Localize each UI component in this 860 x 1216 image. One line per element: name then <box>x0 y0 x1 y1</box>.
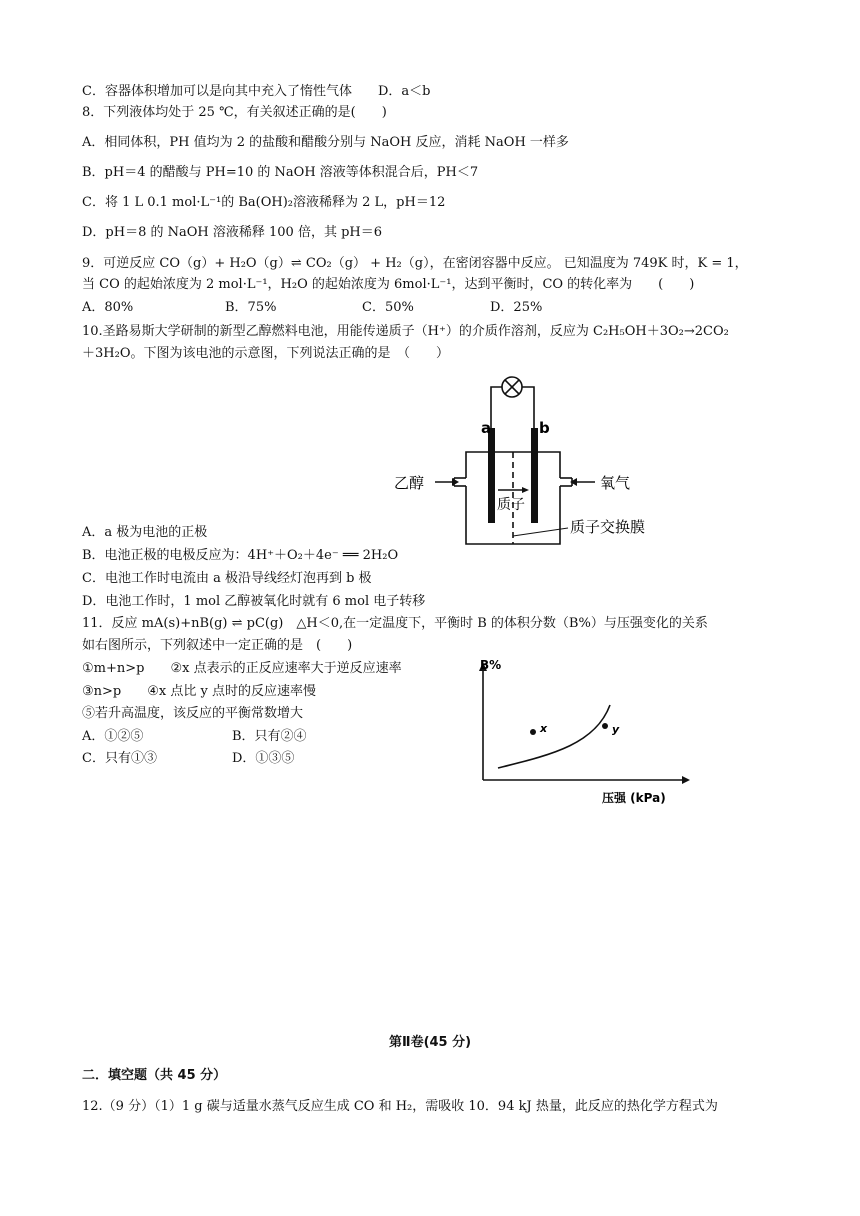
q9-option-d: D．25% <box>490 300 543 315</box>
electrode-b-label: b <box>539 419 550 437</box>
q11-option-a: A．①②⑤ <box>82 729 144 744</box>
q11-option-c: C．只有①③ <box>82 751 157 766</box>
line-q7c: C．容器体积增加可以是向其中充入了惰性气体 D．a＜b <box>82 84 431 99</box>
line-q10: 10.圣路易斯大学研制的新型乙醇燃料电池，用能传递质子（H⁺）的介质作溶剂，反应为 C₂H₅OH＋3O₂→2CO₂ <box>82 324 729 339</box>
line-q11-s3: ⑤若升高温度，该反应的平衡常数增大 <box>82 706 304 721</box>
q9-option-c: C．50% <box>362 300 414 315</box>
line-q11: 11．反应 mA(s)+nB(g) ⇌ pC(g) △H＜0,在一定温度下，平衡时 B 的体积分数（B%）与压强变化的关系 <box>82 616 708 631</box>
graph-xlabel: 压强 (kPa) <box>602 791 666 805</box>
q11-option-d: D．①③⑤ <box>232 751 295 766</box>
line-q10a: A．a 极为电池的正极 <box>82 525 208 540</box>
q11-option-b: B．只有②④ <box>232 729 307 744</box>
graph-ylabel: B% <box>480 658 502 672</box>
q9-option-b: B．75% <box>225 300 277 315</box>
oxygen-label: 氧气 <box>600 474 631 492</box>
electrode-a-label: a <box>481 419 492 437</box>
section-title: 第Ⅱ卷(45 分) <box>389 1035 472 1050</box>
line-q10b: ＋3H₂O。下图为该电池的示意图，下列说法正确的是 （ ） <box>82 346 449 361</box>
fill-in-title: 二．填空题（共 45 分） <box>82 1068 227 1083</box>
q9-option-a: A．80% <box>82 300 134 315</box>
proton-label: 质子 <box>497 497 525 513</box>
point-y-marker <box>602 723 608 729</box>
line-q11-s2: ③n>p ④x 点比 y 点时的反应速率慢 <box>82 684 316 699</box>
line-q8b: B．pH＝4 的醋酸与 PH=10 的 NaOH 溶液等体积混合后，PH＜7 <box>82 165 479 180</box>
line-q12: 12.（9 分）（1）1 g 碳与适量水蒸气反应生成 CO 和 H₂，需吸收 10．94 kJ 热量，此反应的热化学方程式为 <box>82 1099 718 1114</box>
line-q10d: D．电池工作时，1 mol 乙醇被氧化时就有 6 mol 电子转移 <box>82 594 426 609</box>
fuel-cell-diagram <box>380 368 680 553</box>
line-q10c: C．电池工作时电流由 a 极沿导线经灯泡再到 b 极 <box>82 571 372 586</box>
line-q8a: A．相同体积，PH 值均为 2 的盐酸和醋酸分别与 NaOH 反应，消耗 NaOH 一样多 <box>82 135 569 150</box>
line-q8: 8．下列液体均处于 25 ℃，有关叙述正确的是( ) <box>82 105 387 120</box>
line-q9: 9．可逆反应 CO（g）+ H₂O（g）⇌ CO₂（g） + H₂（g），在密闭容器中反应。 已知温度为 749K 时，K = 1， <box>82 256 748 271</box>
membrane-label: 质子交换膜 <box>570 518 646 536</box>
graph-point-y-label: y <box>612 723 620 736</box>
ethanol-label: 乙醇 <box>394 474 425 492</box>
point-x-marker <box>530 729 536 735</box>
line-q11b: 如右图所示，下列叙述中一定正确的是 ( ) <box>82 638 353 653</box>
pressure-graph <box>470 655 700 810</box>
line-q8c: C．将 1 L 0.1 mol·L⁻¹的 Ba(OH)₂溶液稀释为 2 L，pH＝12 <box>82 195 446 210</box>
graph-point-x-label: x <box>540 722 548 735</box>
line-q8d: D．pH＝8 的 NaOH 溶液稀释 100 倍，其 pH＝6 <box>82 225 383 240</box>
line-q10b-option: B．电池正极的电极反应为：4H⁺＋O₂＋4e⁻ ══ 2H₂O <box>82 548 399 563</box>
line-q9b: 当 CO 的起始浓度为 2 mol·L⁻¹，H₂O 的起始浓度为 6mol·L⁻¹，达到平衡时，CO 的转化率为 ( ) <box>82 277 695 292</box>
line-q11-s1: ①m+n>p ②x 点表示的正反应速率大于逆反应速率 <box>82 661 402 676</box>
